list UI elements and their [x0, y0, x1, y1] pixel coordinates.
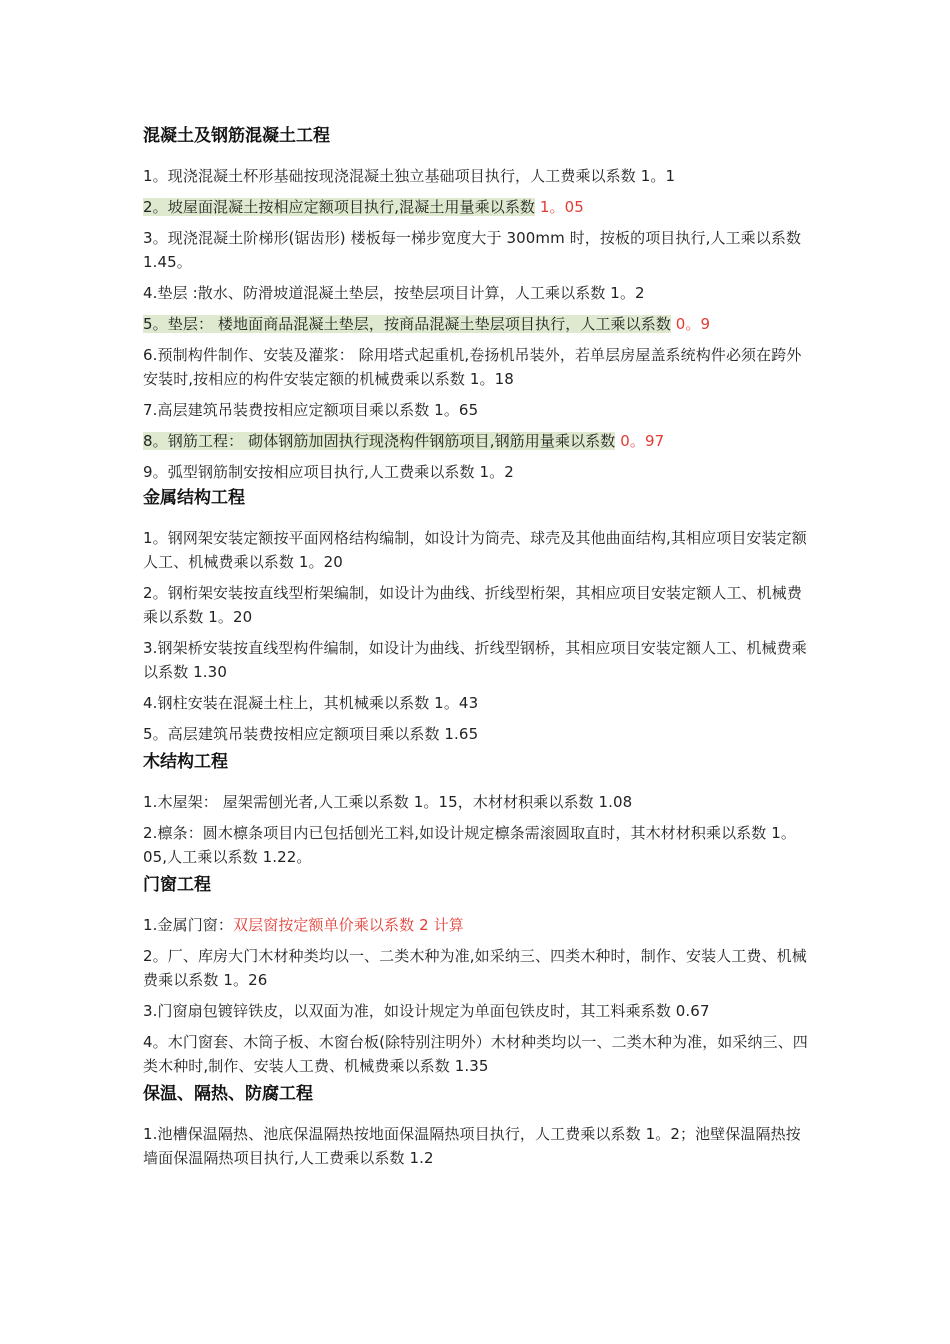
list-item: 1。钢网架安装定额按平面网格结构编制，如设计为筒壳、球壳及其他曲面结构,其相应项目安装定额人工、机械费乘以系数 1。20 [143, 529, 807, 571]
list-item: 4。木门窗套、木筒子板、木窗台板(除特别注明外）木材种类均以一、二类木种为准，如采纳三、四类木种时,制作、安装人工费、机械费乘以系数 1.35 [143, 1033, 808, 1075]
list-item [143, 195, 808, 219]
list-item: 2。钢桁架安装按直线型桁架编制，如设计为曲线、折线型桁架，其相应项目安装定额人工、机械费乘以系数 1。20 [143, 584, 802, 626]
section-insulation [143, 1080, 808, 1170]
section-metal-structure [143, 484, 808, 746]
section-wood-structure [143, 748, 808, 869]
red-coefficient: 0。9 [670, 315, 711, 333]
list-item: 3.门窗扇包镀锌铁皮，以双面为准，如设计规定为单面包铁皮时，其工料乘系数 0.67 [143, 1002, 710, 1020]
list-item: 2。厂、库房大门木材种类均以一、二类木种为准,如采纳三、四类木种时，制作、安装人工费、机械费乘以系数 1。26 [143, 947, 807, 989]
highlighted-text: 5。垫层： 楼地面商品混凝土垫层，按商品混凝土垫层项目执行，人工乘以系数 [143, 315, 671, 333]
red-coefficient: 1。05 [535, 198, 584, 216]
highlighted-text: 2。坡屋面混凝土按相应定额项目执行,混凝土用量乘以系数 [143, 198, 536, 216]
section-concrete [143, 122, 808, 484]
list-item: 1.池槽保温隔热、池底保温隔热按地面保温隔热项目执行，人工费乘以系数 1。2；池壁保温隔热按墙面保温隔热项目执行,人工费乘以系数 1.2 [143, 1125, 801, 1167]
list-item: 1.金属门窗：双层窗按定额单价乘以系数 2 计算 [143, 916, 464, 934]
section-heading: 门窗工程 [143, 875, 211, 895]
highlighted-text: 8。钢筋工程： 砌体钢筋加固执行现浇构件钢筋项目,钢筋用量乘以系数 [143, 432, 616, 450]
document-page [143, 122, 808, 1177]
red-coefficient: 0。97 [615, 432, 665, 450]
list-item: 2.檩条：圆木檩条项目内已包括刨光工料,如设计规定檩条需滚圆取直时，其木材材积乘以系数 1。05,人工乘以系数 1.22。 [143, 824, 796, 866]
list-item [143, 312, 808, 336]
list-item: 1.木屋架： 屋架需刨光者,人工乘以系数 1。15，木材材积乘以系数 1.08 [143, 793, 633, 811]
section-heading: 木结构工程 [143, 752, 228, 772]
section-heading: 金属结构工程 [143, 488, 245, 508]
list-item: 9。弧型钢筋制安按相应项目执行,人工费乘以系数 1。2 [143, 463, 514, 481]
list-item: 4.垫层 :散水、防滑坡道混凝土垫层，按垫层项目计算，人工乘以系数 1。2 [143, 284, 645, 302]
red-note: 双层窗按定额单价乘以系数 2 计算 [233, 916, 464, 934]
list-item: 3。现浇混凝土阶梯形(锯齿形) 楼板每一梯步宽度大于 300mm 时，按板的项目执行,人工乘以系数 1.45。 [143, 229, 802, 271]
list-item: 4.钢柱安装在混凝土柱上，其机械乘以系数 1。43 [143, 694, 479, 712]
section-doors-windows [143, 871, 808, 1078]
list-item: 5。高层建筑吊装费按相应定额项目乘以系数 1.65 [143, 725, 479, 743]
section-heading: 混凝土及钢筋混凝土工程 [143, 126, 330, 146]
list-item: 1。现浇混凝土杯形基础按现浇混凝土独立基础项目执行，人工费乘以系数 1。1 [143, 167, 676, 185]
section-heading: 保温、隔热、防腐工程 [143, 1084, 313, 1104]
list-item: 6.预制构件制作、安装及灌浆： 除用塔式起重机,卷扬机吊装外，若单层房屋盖系统构件必须在跨外安装时,按相应的构件安装定额的机械费乘以系数 1。18 [143, 346, 802, 388]
list-item [143, 429, 808, 453]
list-item: 7.高层建筑吊装费按相应定额项目乘以系数 1。65 [143, 401, 479, 419]
list-item: 3.钢架桥安装按直线型构件编制，如设计为曲线、折线型钢桥，其相应项目安装定额人工、机械费乘以系数 1.30 [143, 639, 807, 681]
